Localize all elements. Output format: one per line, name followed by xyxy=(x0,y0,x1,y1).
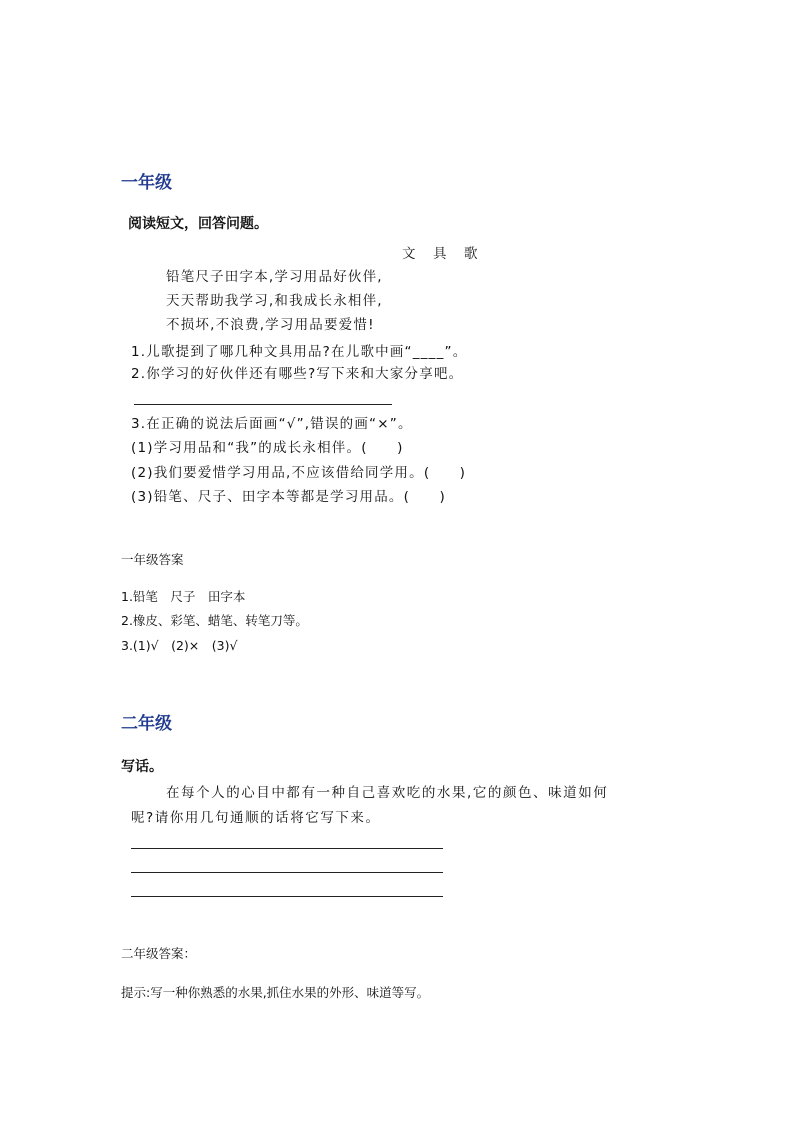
grade2-answer-hint: 提示:写一种你熟悉的水果,抓住水果的外形、味道等写。 xyxy=(121,985,430,1000)
writing-line-3 xyxy=(131,896,443,897)
grade1-answer-1: 1.铅笔 尺子 田字本 xyxy=(121,589,246,604)
question-1: 1.儿歌提到了哪几种文具用品?在儿歌中画“____”。 xyxy=(131,344,468,360)
grade1-instruction: 阅读短文，回答问题。 xyxy=(128,216,268,232)
grade2-instruction: 写话。 xyxy=(121,759,163,775)
poem-line-2: 天天帮助我学习,和我成长永相伴, xyxy=(166,293,383,309)
grade2-answer-heading: 二年级答案： xyxy=(121,946,197,961)
writing-prompt-line-1: 在每个人的心目中都有一种自己喜欢吃的水果,它的颜色、味道如何 xyxy=(166,785,609,801)
question-3: 3.在正确的说法后面画“√”,错误的画“×”。 xyxy=(131,416,413,432)
question-3-item-1: (1)学习用品和“我”的成长永相伴。( ) xyxy=(131,440,404,456)
writing-prompt-line-2: 呢?请你用几句通顺的话将它写下来。 xyxy=(131,810,381,826)
grade1-answer-heading: 一年级答案 xyxy=(121,552,184,567)
grade1-answer-3: 3.(1)√ (2)× (3)√ xyxy=(121,638,238,653)
poem-line-3: 不损坏,不浪费,学习用品要爱惜! xyxy=(166,317,375,333)
poem-title: 文 具 歌 xyxy=(402,246,480,262)
grade1-answer-2: 2.橡皮、彩笔、蜡笔、转笔刀等。 xyxy=(121,613,308,628)
writing-line-2 xyxy=(131,872,443,873)
grade1-heading: 一年级 xyxy=(121,173,172,193)
question-3-item-3: (3)铅笔、尺子、田字本等都是学习用品。( ) xyxy=(131,489,446,505)
question-2: 2.你学习的好伙伴还有哪些?写下来和大家分享吧。 xyxy=(131,366,464,382)
poem-line-1: 铅笔尺子田字本,学习用品好伙伴, xyxy=(166,269,383,285)
writing-line-1 xyxy=(131,848,443,849)
grade2-heading: 二年级 xyxy=(121,714,172,734)
answer-line-grade1 xyxy=(134,404,392,405)
question-3-item-2: (2)我们要爱惜学习用品,不应该借给同学用。( ) xyxy=(131,465,467,481)
